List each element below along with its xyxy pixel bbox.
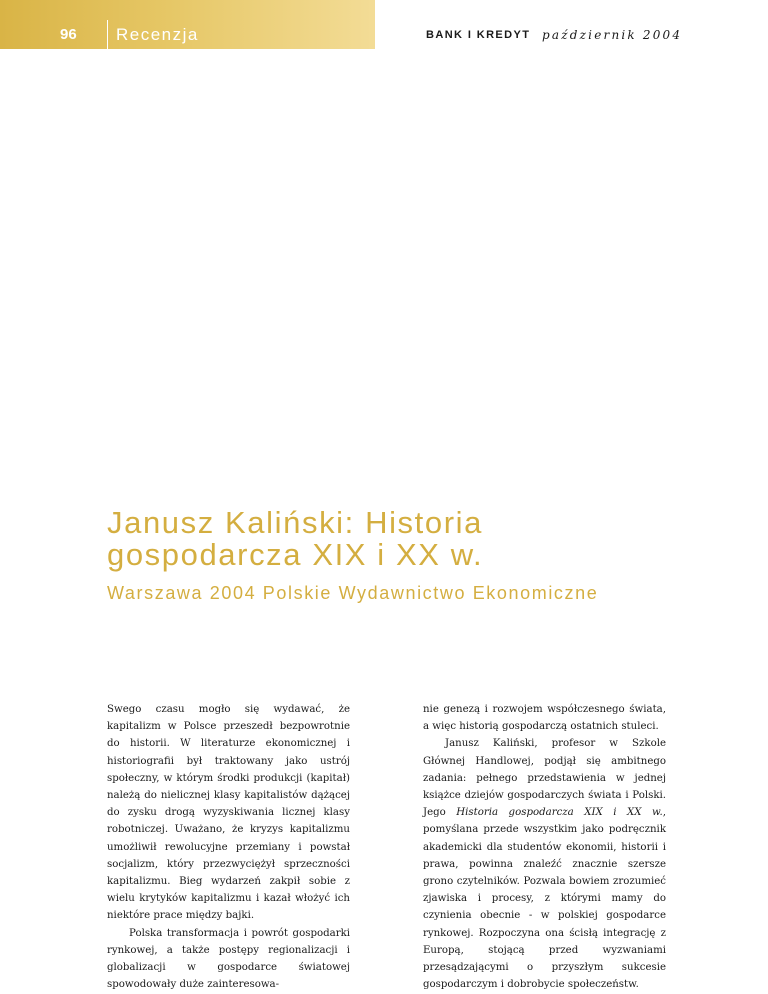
book-title-italic: Historia gospodarcza XIX i XX w.	[456, 807, 663, 819]
paragraph-text: , pomyślana przede wszystkim jako podręcznik akademicki dla studentów ekonomii, historii i prawa, powinna znaleźć znacznie szersze grono czytelników. Pozwala bowiem zrozumieć zjawiska i procesy, z którymi mamy do czynienia obecnie - w polskiej gospodarce rynkowej. Rozpoczyna ona ścisłą integrację z Europą, stojącą przed wyzwaniami przesądzającymi o przyszłym sukcesie gospodarczym i dobrobycie społeczeństw.	[423, 807, 666, 991]
paragraph: Polska transformacja i powrót gospodarki rynkowej, a także postępy regionalizacji i globalizacji w gospodarce światowej spowodowały duże zainteresowa-	[107, 927, 350, 991]
paragraph: Swego czasu mogło się wydawać, że kapitalizm w Polsce przeszedł bezpowrotnie do historii. W literaturze ekonomicznej i historiografii był traktowany jako ustrój społeczny, w którym środki produkcji (kapitał) należą do nielicznej klasy kapitalistów dążącej do zysku drogą wyzyskiwania licznej klasy robotniczej. Uważano, że kryzys kapitalizmu umożliwił rewolucyjne przemiany i powstał socjalizm, który przezwyciężył sprzeczności kapitalizmu. Bieg wydarzeń zakpił sobie z wielu krytyków kapitalizmu i kazał włożyć ich niektóre prace między bajki.	[107, 704, 350, 922]
journal-name: BANK I KREDYT	[426, 29, 531, 41]
article-column-right	[423, 701, 666, 993]
review-title: Janusz Kaliński: Historia gospodarcza XIX i XX w.	[107, 505, 484, 572]
paragraph	[423, 735, 666, 993]
section-divider	[107, 20, 108, 49]
review-subtitle: Warszawa 2004 Polskie Wydawnictwo Ekonomiczne	[107, 583, 599, 603]
paragraph-text: Janusz Kaliński, profesor w Szkole Głównej Handlowej, podjął się ambitnego zadania: pełnego przedstawienia w jednej książce dziejów gospodarczych świata i Polski. Jego	[423, 738, 666, 819]
article-column-left	[107, 701, 350, 993]
paragraph: nie genezą i rozwojem współczesnego świata, a więc historią gospodarczą ostatnich stuleci.	[423, 704, 666, 733]
page-number: 96	[60, 26, 77, 43]
section-label: Recenzja	[116, 25, 199, 44]
journal-issue: październik 2004	[542, 28, 683, 42]
